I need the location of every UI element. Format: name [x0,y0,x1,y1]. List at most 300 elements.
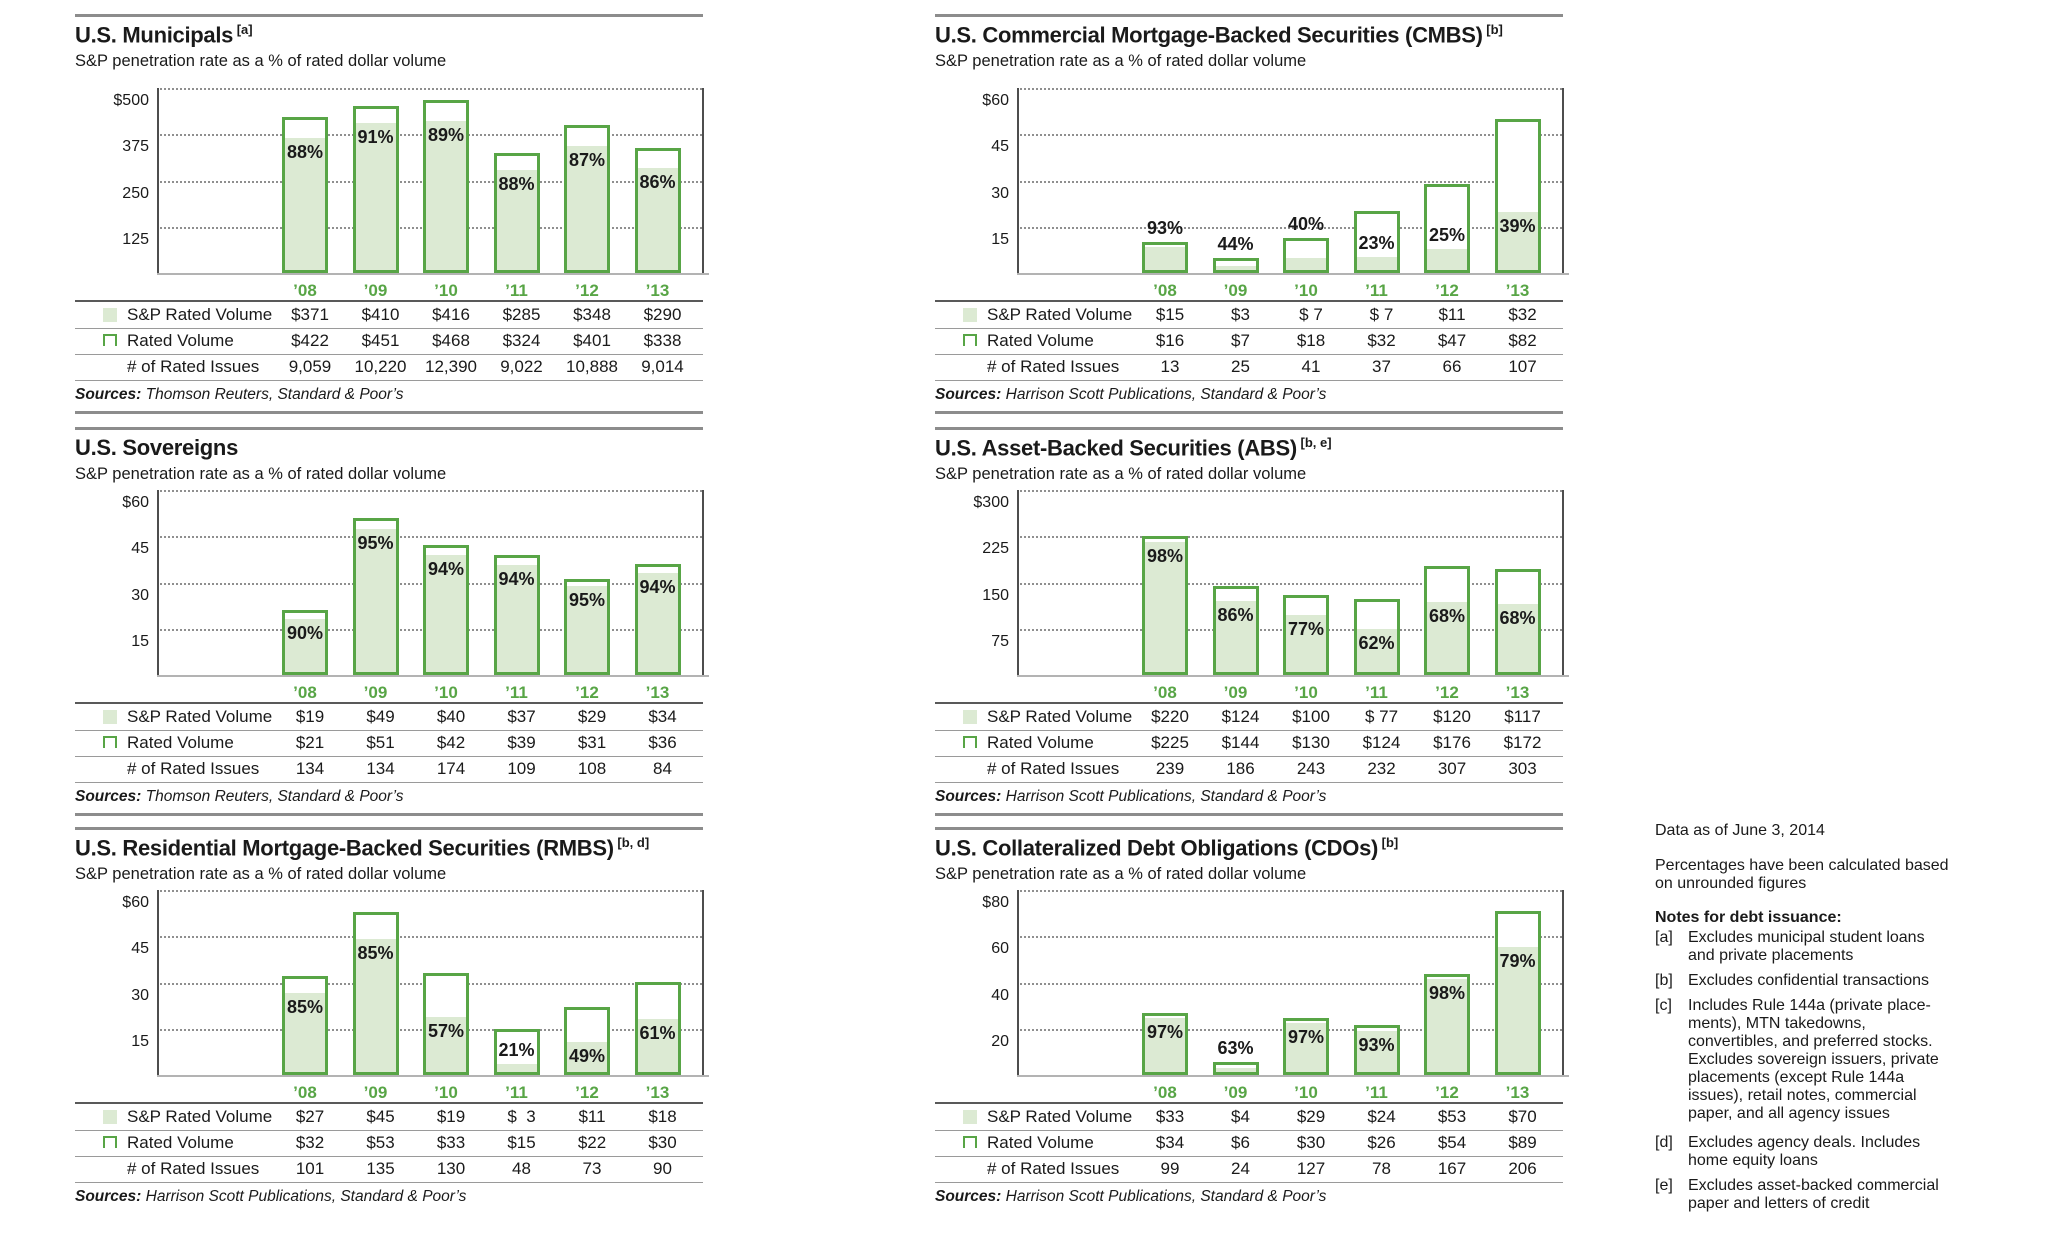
gridline [1017,134,1562,136]
table-row-sp-rated-volume-value: $348 [573,305,611,324]
x-axis-baseline [157,675,709,677]
divider-rule [75,14,703,17]
x-axis-year-label: ’13 [1505,1083,1530,1102]
x-axis-baseline [157,273,709,275]
chart-block-cdos [935,827,1563,1235]
bar-08 [282,976,328,1075]
table-row-sp-rated-volume-label: S&P Rated Volume [127,305,273,324]
sources-line [75,788,404,806]
table-row-rated-volume-value: $30 [1296,1133,1326,1152]
table-row-rated-issues-value: 108 [577,759,607,778]
y-axis-tick-label: 30 [131,586,149,604]
bar-fill [497,1064,537,1072]
table-row-rated-volume-value: $32 [1367,331,1396,350]
table-row-sp-rated-volume-value: $29 [1296,1107,1326,1126]
y-axis-line [157,890,159,1075]
x-axis-year-label: ’10 [1294,683,1318,702]
table-row-rated-volume-value: $422 [291,331,329,350]
table-row-rated-volume-value: $33 [436,1133,466,1152]
table-row-rated-volume-value: $51 [366,733,395,752]
table-row-sp-rated-volume-value: $40 [436,707,466,726]
chart-title [935,435,1332,461]
table-row-rated-volume-value: $451 [361,331,400,350]
chart-title-text: U.S. Collateralized Debt Obligations (CDOs) [935,835,1379,861]
gridline [157,536,702,538]
table-row-sp-rated-volume-value: $ 7 [1299,305,1323,324]
table-row-rated-volume-value: $324 [502,331,541,350]
table-row-sp-rated-volume-value: $19 [436,1107,466,1126]
gridline [1017,181,1562,183]
plot-right-border [702,88,704,273]
y-axis-line [157,490,159,675]
bar-pct-label: 97% [1287,1027,1325,1047]
footnote-marker: [a] [1655,929,1673,946]
bar-13 [1495,119,1541,273]
x-axis-year-label: ’09 [1223,1083,1248,1102]
bar-pct-label: 44% [1217,234,1254,254]
table-row-sp-rated-volume-value: $53 [1437,1107,1467,1126]
table-row-sp-rated-volume-value: $120 [1433,707,1471,726]
bar-pct-label: 57% [427,1021,465,1041]
bar-09 [1213,1062,1259,1075]
table-row-sp-rated-volume-label: S&P Rated Volume [987,305,1133,324]
bar-pct-label: 98% [1146,546,1184,566]
sources-text: Harrison Scott Publications, Standard & Poor’s [1001,788,1327,805]
y-axis-tick-label: 150 [982,586,1009,604]
bar-fill [1286,258,1326,270]
bar-pct-label: 62% [1358,633,1395,653]
bar-pct-label: 23% [1358,233,1395,253]
chart-title-footnote: [b, d] [613,835,650,850]
sources-text: Harrison Scott Publications, Standard & Poor’s [1001,1188,1327,1205]
y-axis-tick-label: $300 [973,494,1009,511]
table-row-rated-volume-value: $130 [1292,733,1330,752]
table-row-rated-volume-value: $39 [507,733,536,752]
y-axis-line [1017,88,1019,273]
legend-swatch-sp-rated-volume [103,308,117,322]
x-axis-year-label: ’12 [1435,683,1459,702]
table-row-rated-issues-value: 9,059 [288,357,332,376]
table-row-rated-issues-value: 307 [1437,759,1467,778]
chart-block-cmbs [935,14,1563,433]
table-row-sp-rated-volume-value: $19 [295,707,325,726]
table-row-sp-rated-volume-label: S&P Rated Volume [987,707,1133,726]
table-row-rated-issues-value: 84 [653,759,672,778]
table-row-sp-rated-volume-value: $29 [577,707,607,726]
table-row-rated-volume-value: $16 [1155,331,1185,350]
x-axis-year-label: ’13 [1505,683,1530,702]
bar-13 [635,148,681,273]
bar-pct-label: 89% [427,125,465,145]
bar-pct-label: 68% [1428,606,1466,626]
x-axis-year-label: ’11 [1365,683,1388,702]
y-axis-tick-label: 15 [131,1032,149,1050]
x-axis-year-label: ’13 [645,281,670,300]
table-row-rated-volume-value: $47 [1437,331,1467,350]
plot-right-border [702,890,704,1075]
table-row-rated-volume-value: $18 [1296,331,1326,350]
table-row-sp-rated-volume-value: $220 [1151,707,1189,726]
gridline [1017,88,1562,90]
legend-swatch-rated-volume [963,736,977,748]
footnote-text: Excludes asset-backed commercial paper and letters of credit [1688,1177,1939,1212]
chart-title-text: U.S. Sovereigns [75,435,239,460]
x-axis-baseline [157,1075,709,1077]
chart-block-sovereigns [75,427,703,835]
footnote-text: Excludes municipal student loans and private placements [1688,929,1925,964]
bar-08 [1142,242,1188,273]
table-row-rated-issues-value: 10,220 [354,357,407,376]
bar-pct-label: 93% [1358,1035,1395,1055]
y-axis-tick-label: 20 [991,1032,1009,1050]
x-axis-year-label: ’11 [505,683,528,702]
divider-rule [75,813,703,816]
sources-label: Sources: [935,1188,1002,1205]
table-row-sp-rated-volume-value: $ 7 [1369,305,1394,324]
chart-title-footnote: [b, e] [1296,435,1332,450]
x-axis-year-label: ’11 [1365,1083,1388,1102]
divider-rule [935,14,1563,17]
y-axis-tick-label: 375 [122,138,149,156]
x-axis-year-label: ’10 [434,683,458,702]
table-row-rated-volume-value: $31 [577,733,607,752]
gridline [157,490,702,492]
bar-pct-label: 86% [1217,605,1254,625]
table-row-sp-rated-volume-value: $18 [648,1107,677,1126]
table-row-rated-issues-value: 25 [1231,357,1250,376]
x-axis-year-label: ’12 [1435,1083,1459,1102]
table-row-rated-issues-value: 101 [295,1159,325,1178]
bar-08 [282,117,328,273]
chart-title-text: U.S. Residential Mortgage-Backed Securities (RMBS) [75,835,614,861]
divider-rule [935,1182,1563,1183]
table-row-rated-volume-value: $42 [436,733,466,752]
x-axis-baseline [1017,1075,1569,1077]
gridline [1017,490,1562,492]
x-axis-year-label: ’08 [1153,281,1177,300]
table-row-rated-issues-label: # of Rated Issues [127,1159,260,1178]
x-axis-year-label: ’13 [645,1083,670,1102]
divider-rule [75,1182,703,1183]
sources-line [935,1188,1326,1206]
x-axis-year-label: ’08 [1153,683,1177,702]
table-row-sp-rated-volume-value: $4 [1231,1107,1250,1126]
x-axis-year-label: ’08 [293,683,317,702]
table-row-sp-rated-volume-value: $27 [295,1107,325,1126]
table-row-rated-issues-value: 37 [1372,357,1391,376]
table-row-rated-issues-value: 167 [1437,1159,1467,1178]
table-row-sp-rated-volume-value: $416 [432,305,470,324]
table-row-rated-issues-value: 10,888 [566,357,618,376]
table-row-rated-issues-value: 303 [1508,759,1537,778]
table-row-rated-volume-value: $22 [577,1133,607,1152]
legend-swatch-rated-volume [963,1136,977,1148]
table-row-sp-rated-volume-value: $49 [366,707,395,726]
chart-title [75,22,253,48]
x-axis-year-label: ’10 [434,1083,458,1102]
table-row-rated-issues-value: 174 [436,759,466,778]
bar-fill [1427,249,1467,270]
legend-swatch-sp-rated-volume [103,710,117,724]
table-row-rated-issues-value: 134 [295,759,325,778]
sources-line [75,1188,466,1206]
table-row-rated-issues-value: 239 [1155,759,1185,778]
table-row-rated-volume-value: $401 [573,331,611,350]
table-row-rated-issues-value: 13 [1160,357,1180,376]
table-row-sp-rated-volume-value: $15 [1155,305,1185,324]
gridline [1017,583,1562,585]
bar-11 [494,153,540,273]
y-axis-tick-label: $80 [982,894,1009,911]
table-row-rated-issues-value: 66 [1442,357,1462,376]
table-row-rated-volume-value: $15 [507,1133,536,1152]
table-row-sp-rated-volume-value: $ 77 [1364,707,1399,726]
footnote-d [1655,1134,1955,1170]
table-row-sp-rated-volume-value: $11 [578,1107,606,1126]
table-row-rated-issues-value: 41 [1301,357,1321,376]
bar-pct-label: 95% [357,533,394,553]
table-row-rated-issues-value: 73 [582,1159,602,1178]
chart-subtitle: S&P penetration rate as a % of rated dollar volume [75,465,447,483]
divider-rule [75,782,703,783]
table-row-rated-issues-value: 134 [366,759,395,778]
y-axis-tick-label: $60 [982,92,1009,109]
table-row-sp-rated-volume-value: $45 [366,1107,395,1126]
bar-fill [1145,247,1185,270]
chart-block-abs [935,427,1563,835]
bar-12 [564,125,610,273]
y-axis-tick-label: $500 [113,92,149,109]
bar-pct-label: 94% [427,559,465,579]
table-row-rated-volume-label: Rated Volume [987,1133,1094,1152]
table-row-rated-volume-value: $176 [1433,733,1471,752]
y-axis-tick-label: $60 [122,494,149,511]
table-row-sp-rated-volume-value: $100 [1292,707,1330,726]
y-axis-line [1017,490,1019,675]
bar-pct-label: 86% [639,172,676,192]
chart-title [75,435,238,461]
y-axis-tick-label: 15 [131,632,149,650]
sources-label: Sources: [935,788,1002,805]
table-row-rated-issues-label: # of Rated Issues [987,759,1120,778]
bar-pct-label: 98% [1428,983,1466,1003]
calculation-note: Percentages have been calculated based on unrounded figures [1655,857,1949,892]
bar-pct-label: 94% [639,577,676,597]
gridline [1017,890,1562,892]
table-row-sp-rated-volume-value: $32 [1508,305,1537,324]
x-axis-year-label: ’09 [363,1083,388,1102]
x-axis-year-label: ’12 [575,1083,599,1102]
sources-label: Sources: [935,386,1002,403]
table-row-rated-volume-value: $172 [1503,733,1542,752]
y-axis-tick-label: 250 [122,184,149,202]
x-axis-year-label: ’12 [575,683,599,702]
bar-pct-label: 61% [639,1023,676,1043]
y-axis-tick-label: 125 [122,230,149,248]
sources-line [935,386,1326,404]
footnote-marker: [b] [1655,972,1673,989]
table-row-rated-volume-label: Rated Volume [987,733,1094,752]
table-row-rated-volume-value: $124 [1362,733,1401,752]
chart-block-municipals [75,14,703,433]
table-row-rated-issues-value: 130 [436,1159,466,1178]
legend-swatch-sp-rated-volume [963,710,977,724]
table-row-rated-issues-value: 107 [1508,357,1537,376]
bar-pct-label: 88% [498,174,535,194]
y-axis-tick-label: 45 [991,138,1009,156]
notes-heading: Notes for debt issuance: [1655,909,1842,926]
x-axis-year-label: ’12 [1435,281,1459,300]
x-axis-year-label: ’08 [293,1083,317,1102]
footnote-text: Excludes confidential transactions [1688,972,1930,989]
sources-text: Harrison Scott Publications, Standard & Poor’s [1001,386,1327,403]
table-row-rated-volume-value: $26 [1367,1133,1396,1152]
x-axis-baseline [1017,675,1569,677]
x-axis-year-label: ’11 [505,281,528,300]
table-row-rated-issues-value: 109 [507,759,536,778]
table-row-rated-volume-value: $468 [432,331,470,350]
sources-label: Sources: [75,788,142,805]
table-row-rated-volume-value: $82 [1508,331,1537,350]
data-as-of: Data as of June 3, 2014 [1655,822,1825,839]
y-axis-tick-label: 30 [991,184,1009,202]
notes-panel [1655,822,1955,1213]
table-row-rated-issues-value: 9,014 [641,357,684,376]
bar-pct-label: 79% [1499,951,1536,971]
bar-pct-label: 87% [568,150,606,170]
x-axis-year-label: ’08 [1153,1083,1177,1102]
table-row-rated-volume-value: $144 [1221,733,1260,752]
table-row-sp-rated-volume-value: $285 [502,305,541,324]
bar-pct-label: 68% [1499,608,1536,628]
bar-09 [1213,586,1259,675]
legend-swatch-sp-rated-volume [103,1110,117,1124]
legend-swatch-rated-volume [103,334,117,346]
table-row-rated-issues-value: 127 [1296,1159,1326,1178]
x-axis-year-label: ’10 [434,281,458,300]
chart-title [935,835,1398,861]
table-row-rated-issues-value: 186 [1226,759,1255,778]
bar-pct-label: 85% [286,997,324,1017]
chart-block-rmbs [75,827,703,1235]
table-row-rated-issues-value: 243 [1296,759,1326,778]
table-row-rated-issues-label: # of Rated Issues [127,759,260,778]
sources-label: Sources: [75,1188,142,1205]
x-axis-year-label: ’13 [645,683,670,702]
bar-pct-label: 97% [1146,1022,1184,1042]
legend-swatch-rated-volume [103,736,117,748]
chart-subtitle: S&P penetration rate as a % of rated dollar volume [935,465,1307,483]
footnote-text: Excludes agency deals. Includes home equity loans [1688,1134,1921,1169]
table-row-rated-issues-value: 48 [512,1159,531,1178]
y-axis-tick-label: 60 [991,940,1009,958]
x-axis-baseline [1017,273,1569,275]
bar-pct-label: 40% [1287,214,1325,234]
bar-pct-label: 21% [498,1040,535,1060]
chart-title [75,835,649,861]
table-row-sp-rated-volume-label: S&P Rated Volume [127,1107,273,1126]
chart-title-footnote: [b] [1482,22,1503,37]
table-row-sp-rated-volume-value: $ 3 [507,1107,536,1126]
y-axis-tick-label: 45 [131,940,149,958]
table-row-sp-rated-volume-value: $70 [1508,1107,1537,1126]
gridline [1017,536,1562,538]
table-row-rated-issues-value: 135 [366,1159,395,1178]
chart-title-footnote: [a] [233,22,253,37]
divider-rule [935,427,1563,430]
bar-fill [1216,1068,1256,1072]
table-row-sp-rated-volume-value: $410 [361,305,400,324]
bar-pct-label: 88% [286,142,324,162]
bar-pct-label: 91% [357,127,394,147]
table-row-rated-issues-value: 99 [1160,1159,1180,1178]
y-axis-tick-label: 75 [991,632,1009,650]
bar-pct-label: 90% [286,623,324,643]
table-row-rated-volume-label: Rated Volume [987,331,1094,350]
legend-swatch-sp-rated-volume [963,1110,977,1124]
chart-subtitle: S&P penetration rate as a % of rated dollar volume [935,865,1307,883]
divider-rule [935,827,1563,830]
table-row-rated-volume-value: $34 [1155,1133,1185,1152]
y-axis-tick-label: 30 [131,986,149,1004]
table-row-rated-volume-value: $53 [366,1133,395,1152]
x-axis-year-label: ’11 [505,1083,528,1102]
bar-pct-label: 77% [1287,619,1325,639]
y-axis-line [1017,890,1019,1075]
divider-rule [75,427,703,430]
divider-rule [935,380,1563,381]
footnote-text: Includes Rule 144a (private placements), MTN takedowns, convertibles, and preferred stocks. Excludes sovereign issuers, private placements (except Rule 144a issues), retail notes, commercial paper, and all agency issues [1688,997,1939,1122]
table-row-rated-issues-label: # of Rated Issues [987,1159,1120,1178]
divider-rule [75,411,703,414]
chart-title-text: U.S. Commercial Mortgage-Backed Securities (CMBS) [935,22,1483,48]
table-row-rated-volume-label: Rated Volume [127,1133,234,1152]
chart-subtitle: S&P penetration rate as a % of rated dollar volume [75,52,447,70]
footnote-c [1655,997,1955,1123]
table-row-rated-volume-value: $54 [1437,1133,1467,1152]
plot-right-border [1562,490,1564,675]
footnote-e [1655,1177,1955,1213]
table-row-sp-rated-volume-value: $3 [1231,305,1250,324]
table-row-rated-issues-value: 9,022 [500,357,543,376]
table-row-rated-volume-value: $7 [1231,331,1250,350]
sources-line [75,386,404,404]
x-axis-year-label: ’08 [293,281,317,300]
bar-09 [1213,258,1259,273]
bar-pct-label: 39% [1499,216,1536,236]
table-row-rated-issues-value: 90 [653,1159,672,1178]
table-row-sp-rated-volume-label: S&P Rated Volume [987,1107,1133,1126]
bar-pct-label: 94% [498,569,535,589]
bar-10 [1283,238,1329,273]
table-row-sp-rated-volume-value: $371 [291,305,329,324]
y-axis-tick-label: 45 [131,540,149,558]
x-axis-year-label: ’10 [1294,1083,1318,1102]
chart-subtitle: S&P penetration rate as a % of rated dollar volume [935,52,1307,70]
footnote-a [1655,929,1955,965]
plot-right-border [1562,88,1564,273]
sources-line [935,788,1326,806]
table-row-rated-volume-value: $36 [648,733,677,752]
chart-title-text: U.S. Asset-Backed Securities (ABS) [935,435,1297,461]
table-row-rated-volume-value: $30 [648,1133,677,1152]
gridline [157,88,702,90]
sources-text: Thomson Reuters, Standard & Poor’s [141,788,404,805]
table-row-rated-issues-label: # of Rated Issues [987,357,1120,376]
table-row-sp-rated-volume-value: $34 [648,707,677,726]
divider-rule [75,827,703,830]
chart-title-footnote: [b] [1378,835,1399,850]
